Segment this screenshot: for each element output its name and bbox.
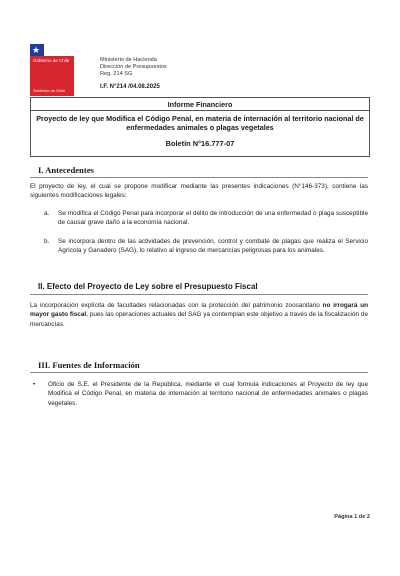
item-a-text: Se modifica el Código Penal para incorporar el delito de introducción de una enfermedad o plaga susceptible de causar grave daño a la economía nacional. bbox=[58, 210, 368, 227]
report-title: Informe Financiero bbox=[167, 100, 233, 109]
section-2-text-bold: no irrogará un mayor gasto fiscal bbox=[30, 302, 368, 319]
bullet-icon: • bbox=[33, 381, 36, 388]
section-1-title: I. Antecedentes bbox=[38, 165, 94, 175]
ministry-line: Reg. 214 SG bbox=[100, 70, 133, 77]
flag-white-stripe bbox=[44, 44, 74, 56]
section-1-intro: El proyecto de ley, el cual se propone modificar mediante las presentes indicaciones (N°146-373), contiene las siguientes modificaciones legales: bbox=[30, 183, 368, 200]
section-2-title: II. Efecto del Proyecto de Ley sobre el Presupuesto Fiscal bbox=[38, 282, 258, 291]
section-3-rule bbox=[30, 372, 368, 373]
page-number: Página 1 de 2 bbox=[334, 514, 370, 520]
report-header-box bbox=[30, 97, 370, 157]
section-1-rule bbox=[30, 177, 368, 178]
logo-foot: Gobierno de Chile bbox=[33, 88, 66, 93]
item-b-text: Se incorpora dentro de las actividades de prevención, control y combate de plagas que realiza el Servicio Agrícola y Ganadero (SAG), lo relativo al ingreso de mercancías peligrosas para los animales. bbox=[58, 238, 368, 255]
ministry-line: Dirección de Presupuestos bbox=[100, 63, 167, 70]
section-2-text bbox=[30, 301, 368, 329]
item-b-marker: b. bbox=[44, 238, 50, 245]
report-subject: Proyecto de ley que Modifica el Código Penal, en materia de internación al territorio nacional de enfermedades animales o plagas vegetales bbox=[36, 114, 364, 132]
ministry-block bbox=[100, 57, 167, 77]
header-divider bbox=[31, 110, 369, 111]
section-3-title: III. Fuentes de Información bbox=[38, 360, 140, 370]
section-2-text-before: La incorporación explícita de facultades relacionadas con la protección del patrimonio zoosanitario bbox=[30, 302, 323, 309]
government-logo bbox=[30, 44, 74, 96]
bulletin-number: Boletín N°16.777-07 bbox=[165, 139, 235, 148]
star-icon: ★ bbox=[32, 45, 41, 55]
logo-text: Gobierno de Chile bbox=[33, 58, 70, 63]
section-2-text-after: , pues las operaciones actuales del SAG ya contemplan este objetivo a través de la fiscalización de mercancías. bbox=[30, 311, 368, 328]
item-a-marker: a. bbox=[44, 210, 50, 217]
ministry-line: Ministerio de Hacienda bbox=[100, 57, 157, 63]
section-3-item: Oficio de S.E. el Presidente de la República, mediante el cual formula indicaciones al Proyecto de ley que Modifica el Código Penal, en materia de internación al territorio nacional de enfermedades animales o plagas vegetales. bbox=[48, 381, 368, 407]
report-reference: I.F. N°214 /04.08.2025 bbox=[100, 84, 160, 90]
section-2-rule bbox=[30, 294, 368, 295]
